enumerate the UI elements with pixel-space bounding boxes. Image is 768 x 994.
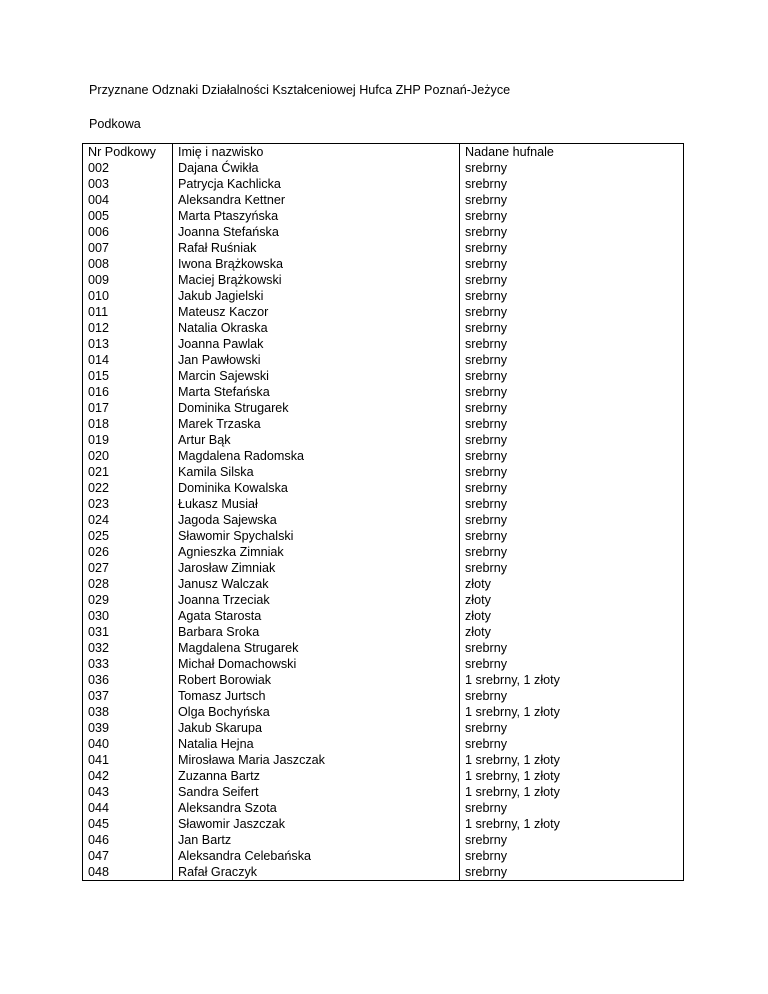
cell-awards: 1 srebrny, 1 złoty — [460, 816, 684, 832]
cell-awards: srebrny — [460, 736, 684, 752]
table-row — [83, 464, 684, 480]
cell-name: Magdalena Radomska — [173, 448, 460, 464]
cell-awards: srebrny — [460, 800, 684, 816]
cell-name: Janusz Walczak — [173, 576, 460, 592]
table-row — [83, 448, 684, 464]
cell-number: 048 — [83, 864, 173, 881]
cell-awards: srebrny — [460, 480, 684, 496]
cell-name: Łukasz Musiał — [173, 496, 460, 512]
header-number: Nr Podkowy — [83, 144, 173, 161]
cell-number: 003 — [83, 176, 173, 192]
table-row — [83, 688, 684, 704]
cell-name: Aleksandra Szota — [173, 800, 460, 816]
cell-number: 042 — [83, 768, 173, 784]
cell-name: Marek Trzaska — [173, 416, 460, 432]
cell-name: Artur Bąk — [173, 432, 460, 448]
cell-number: 006 — [83, 224, 173, 240]
cell-awards: srebrny — [460, 656, 684, 672]
cell-name: Rafał Ruśniak — [173, 240, 460, 256]
cell-awards: srebrny — [460, 528, 684, 544]
cell-number: 018 — [83, 416, 173, 432]
cell-number: 005 — [83, 208, 173, 224]
cell-number: 014 — [83, 352, 173, 368]
cell-number: 026 — [83, 544, 173, 560]
cell-awards: złoty — [460, 624, 684, 640]
table-row — [83, 352, 684, 368]
cell-awards: srebrny — [460, 400, 684, 416]
cell-awards: złoty — [460, 592, 684, 608]
table-row — [83, 480, 684, 496]
cell-awards: srebrny — [460, 192, 684, 208]
cell-name: Marta Ptaszyńska — [173, 208, 460, 224]
cell-number: 022 — [83, 480, 173, 496]
cell-awards: srebrny — [460, 176, 684, 192]
cell-awards: srebrny — [460, 352, 684, 368]
table-row — [83, 656, 684, 672]
table-row — [83, 720, 684, 736]
table-header-row — [83, 144, 684, 161]
table-row — [83, 528, 684, 544]
cell-name: Aleksandra Kettner — [173, 192, 460, 208]
cell-awards: srebrny — [460, 640, 684, 656]
table-row — [83, 384, 684, 400]
table-row — [83, 320, 684, 336]
cell-number: 019 — [83, 432, 173, 448]
cell-name: Jakub Jagielski — [173, 288, 460, 304]
cell-awards: srebrny — [460, 560, 684, 576]
cell-awards: srebrny — [460, 416, 684, 432]
cell-number: 025 — [83, 528, 173, 544]
cell-awards: srebrny — [460, 160, 684, 176]
cell-awards: srebrny — [460, 720, 684, 736]
cell-number: 004 — [83, 192, 173, 208]
cell-number: 017 — [83, 400, 173, 416]
cell-awards: srebrny — [460, 464, 684, 480]
table-row — [83, 672, 684, 688]
cell-awards: srebrny — [460, 448, 684, 464]
table-row — [83, 768, 684, 784]
cell-name: Zuzanna Bartz — [173, 768, 460, 784]
table-row — [83, 832, 684, 848]
cell-name: Agata Starosta — [173, 608, 460, 624]
cell-awards: srebrny — [460, 688, 684, 704]
cell-awards: srebrny — [460, 320, 684, 336]
cell-number: 029 — [83, 592, 173, 608]
cell-awards: 1 srebrny, 1 złoty — [460, 752, 684, 768]
cell-name: Jan Pawłowski — [173, 352, 460, 368]
cell-awards: srebrny — [460, 208, 684, 224]
cell-name: Mateusz Kaczor — [173, 304, 460, 320]
cell-name: Robert Borowiak — [173, 672, 460, 688]
cell-name: Patrycja Kachlicka — [173, 176, 460, 192]
cell-name: Joanna Pawlak — [173, 336, 460, 352]
badge-table — [82, 143, 684, 881]
table-row — [83, 208, 684, 224]
cell-name: Jarosław Zimniak — [173, 560, 460, 576]
cell-number: 020 — [83, 448, 173, 464]
cell-number: 040 — [83, 736, 173, 752]
cell-number: 032 — [83, 640, 173, 656]
table-row — [83, 432, 684, 448]
cell-number: 023 — [83, 496, 173, 512]
table-row — [83, 224, 684, 240]
cell-awards: srebrny — [460, 304, 684, 320]
table-row — [83, 192, 684, 208]
cell-name: Olga Bochyńska — [173, 704, 460, 720]
cell-number: 031 — [83, 624, 173, 640]
cell-name: Barbara Sroka — [173, 624, 460, 640]
cell-number: 010 — [83, 288, 173, 304]
cell-awards: srebrny — [460, 272, 684, 288]
cell-name: Sandra Seifert — [173, 784, 460, 800]
table-row — [83, 272, 684, 288]
cell-number: 028 — [83, 576, 173, 592]
cell-awards: srebrny — [460, 432, 684, 448]
table-row — [83, 608, 684, 624]
cell-name: Jan Bartz — [173, 832, 460, 848]
table-row — [83, 304, 684, 320]
cell-name: Jagoda Sajewska — [173, 512, 460, 528]
table-row — [83, 288, 684, 304]
cell-name: Agnieszka Zimniak — [173, 544, 460, 560]
table-row — [83, 704, 684, 720]
table-row — [83, 400, 684, 416]
table-row — [83, 800, 684, 816]
table-row — [83, 816, 684, 832]
table-row — [83, 592, 684, 608]
cell-number: 009 — [83, 272, 173, 288]
cell-number: 046 — [83, 832, 173, 848]
cell-number: 030 — [83, 608, 173, 624]
cell-name: Mirosława Maria Jaszczak — [173, 752, 460, 768]
cell-awards: złoty — [460, 608, 684, 624]
table-row — [83, 544, 684, 560]
cell-number: 012 — [83, 320, 173, 336]
cell-number: 041 — [83, 752, 173, 768]
cell-number: 021 — [83, 464, 173, 480]
cell-name: Kamila Silska — [173, 464, 460, 480]
cell-number: 045 — [83, 816, 173, 832]
table-row — [83, 336, 684, 352]
cell-awards: srebrny — [460, 336, 684, 352]
header-name: Imię i nazwisko — [173, 144, 460, 161]
table-row — [83, 640, 684, 656]
cell-name: Dajana Ćwikła — [173, 160, 460, 176]
cell-awards: srebrny — [460, 256, 684, 272]
table-row — [83, 784, 684, 800]
cell-name: Dominika Strugarek — [173, 400, 460, 416]
cell-name: Marta Stefańska — [173, 384, 460, 400]
table-row — [83, 576, 684, 592]
table-row — [83, 368, 684, 384]
cell-name: Maciej Brążkowski — [173, 272, 460, 288]
cell-number: 013 — [83, 336, 173, 352]
cell-awards: srebrny — [460, 288, 684, 304]
cell-awards: 1 srebrny, 1 złoty — [460, 768, 684, 784]
cell-number: 024 — [83, 512, 173, 528]
cell-number: 008 — [83, 256, 173, 272]
table-row — [83, 496, 684, 512]
table-row — [83, 240, 684, 256]
cell-awards: srebrny — [460, 848, 684, 864]
cell-name: Joanna Trzeciak — [173, 592, 460, 608]
cell-awards: srebrny — [460, 512, 684, 528]
cell-awards: srebrny — [460, 384, 684, 400]
table-row — [83, 512, 684, 528]
cell-name: Tomasz Jurtsch — [173, 688, 460, 704]
table-row — [83, 160, 684, 176]
table-row — [83, 624, 684, 640]
cell-number: 011 — [83, 304, 173, 320]
cell-number: 044 — [83, 800, 173, 816]
cell-name: Joanna Stefańska — [173, 224, 460, 240]
cell-name: Magdalena Strugarek — [173, 640, 460, 656]
cell-name: Natalia Hejna — [173, 736, 460, 752]
cell-awards: srebrny — [460, 224, 684, 240]
cell-number: 007 — [83, 240, 173, 256]
cell-name: Michał Domachowski — [173, 656, 460, 672]
cell-number: 016 — [83, 384, 173, 400]
table-row — [83, 256, 684, 272]
cell-awards: złoty — [460, 576, 684, 592]
cell-awards: 1 srebrny, 1 złoty — [460, 784, 684, 800]
cell-awards: srebrny — [460, 832, 684, 848]
cell-name: Marcin Sajewski — [173, 368, 460, 384]
cell-awards: 1 srebrny, 1 złoty — [460, 704, 684, 720]
table-row — [83, 416, 684, 432]
cell-number: 033 — [83, 656, 173, 672]
cell-name: Natalia Okraska — [173, 320, 460, 336]
cell-name: Sławomir Jaszczak — [173, 816, 460, 832]
cell-awards: 1 srebrny, 1 złoty — [460, 672, 684, 688]
cell-awards: srebrny — [460, 240, 684, 256]
table-row — [83, 848, 684, 864]
cell-number: 002 — [83, 160, 173, 176]
table-row — [83, 752, 684, 768]
table-row — [83, 736, 684, 752]
cell-name: Dominika Kowalska — [173, 480, 460, 496]
cell-awards: srebrny — [460, 368, 684, 384]
cell-number: 038 — [83, 704, 173, 720]
cell-name: Sławomir Spychalski — [173, 528, 460, 544]
table-row — [83, 176, 684, 192]
cell-awards: srebrny — [460, 544, 684, 560]
table-row — [83, 864, 684, 881]
cell-number: 015 — [83, 368, 173, 384]
cell-name: Iwona Brążkowska — [173, 256, 460, 272]
cell-name: Rafał Graczyk — [173, 864, 460, 881]
cell-number: 047 — [83, 848, 173, 864]
cell-number: 037 — [83, 688, 173, 704]
table-row — [83, 560, 684, 576]
header-awards: Nadane hufnale — [460, 144, 684, 161]
cell-awards: srebrny — [460, 496, 684, 512]
cell-name: Aleksandra Celebańska — [173, 848, 460, 864]
cell-number: 043 — [83, 784, 173, 800]
cell-awards: srebrny — [460, 864, 684, 881]
cell-number: 039 — [83, 720, 173, 736]
section-title: Podkowa — [89, 117, 141, 131]
cell-name: Jakub Skarupa — [173, 720, 460, 736]
page-title: Przyznane Odznaki Działalności Kształceniowej Hufca ZHP Poznań-Jeżyce — [89, 83, 511, 97]
cell-number: 036 — [83, 672, 173, 688]
badge-table-body — [83, 144, 684, 881]
cell-number: 027 — [83, 560, 173, 576]
